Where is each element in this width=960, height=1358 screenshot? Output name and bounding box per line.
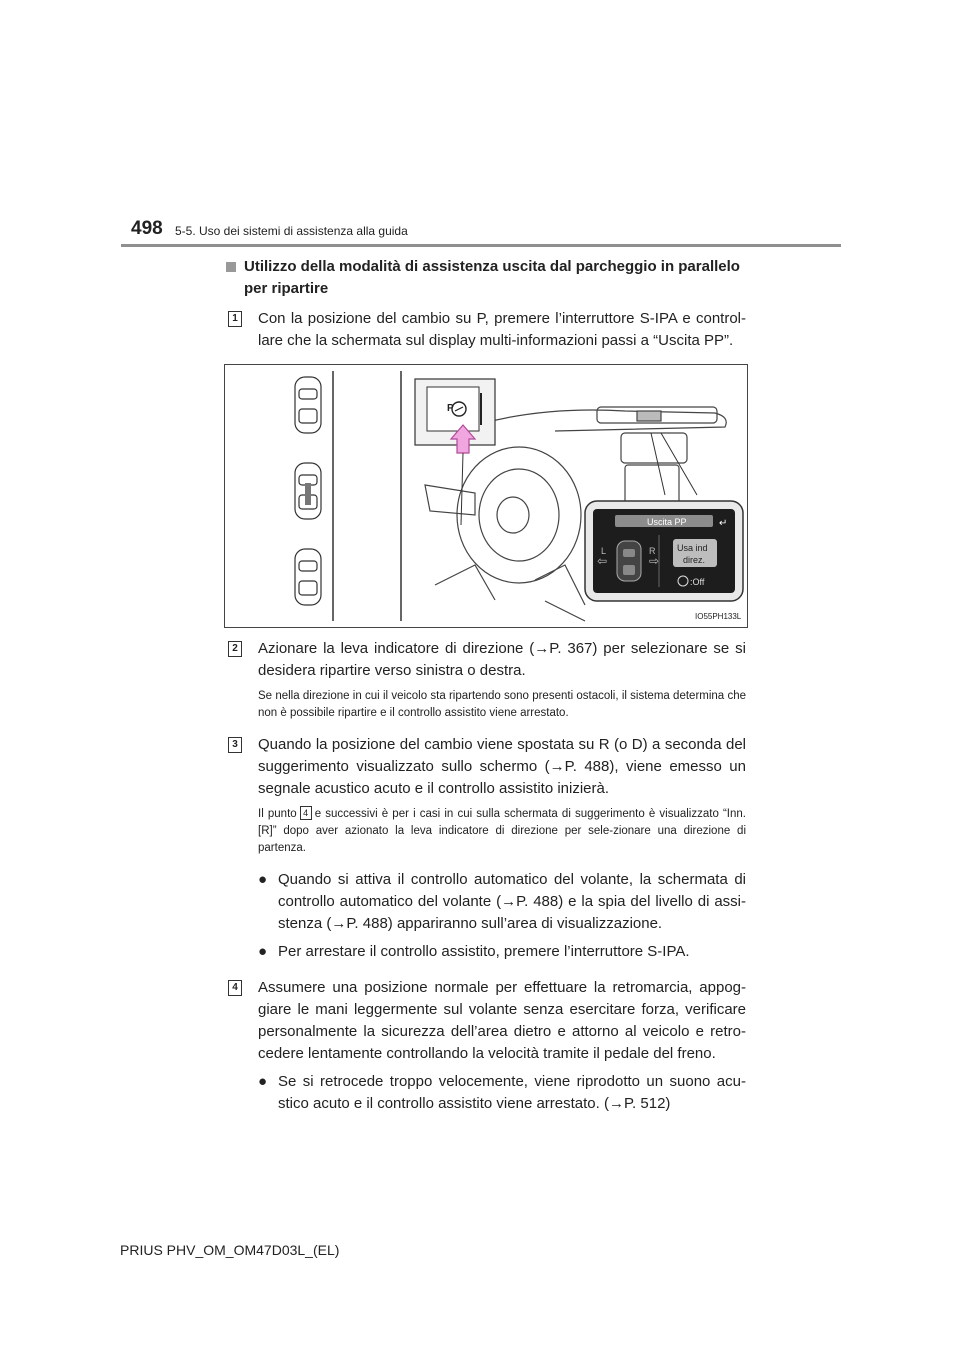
step-3-bullet-2-text: Per arrestare il controllo assistito, premere l’interruttore S-IPA. xyxy=(278,943,690,960)
section-heading xyxy=(224,256,746,300)
step-2-text: Azionare la leva indicatore di direzione (→P. 367) per selezionare se si desidera ripartire verso sinistra o destra. xyxy=(258,640,746,679)
back-icon: ↵ xyxy=(719,518,728,529)
figure-code: IO55PH133L xyxy=(695,612,742,621)
step-4-badge: 4 xyxy=(228,980,242,996)
switch-label: P xyxy=(447,403,454,414)
screen-title: Uscita PP xyxy=(647,517,687,527)
step-3-badge: 3 xyxy=(228,737,242,753)
screen-off-label: :Off xyxy=(690,577,705,587)
car-bottom-icon xyxy=(295,549,321,605)
screen-hint-line1: Usa ind xyxy=(677,543,708,553)
left-arrow-icon: ⇦ xyxy=(597,554,608,568)
step-1-text: Con la posizione del cambio su P, premere l’interruttore S-IPA e control-lare che la schermata sul display multi-informazioni passi a “Uscita PP”. xyxy=(258,310,746,349)
heading-square-icon xyxy=(226,262,236,272)
step-3-note-ref-badge: 4 xyxy=(300,806,312,820)
page-content xyxy=(224,256,746,1121)
step-3-bullet-2 xyxy=(224,941,746,963)
step-3-note-before: Il punto xyxy=(258,808,297,820)
step-1 xyxy=(224,308,746,352)
multi-info-display xyxy=(585,501,743,601)
step-3-text: Quando la posizione del cambio viene spostata su R (o D) a seconda del suggerimento visualizzato sullo schermo (→P. 488), viene emesso un segnale acustico acuto e il controllo assistito inizierà. xyxy=(258,736,746,797)
step-2 xyxy=(224,638,746,682)
bullet-dot-icon: ● xyxy=(258,1073,268,1090)
step-4-text: Assumere una posizione normale per effettuare la retromarcia, appog-giare le mani leggermente sul volante senza esercitare forza, verificare personalmente la sicurezza dell’area dietro e attorno al veicolo e retro-cedere lentamente controllando la velocità tramite il pedale del freno. xyxy=(258,979,746,1062)
step-2-note: Se nella direzione in cui il veicolo sta ripartendo sono presenti ostacoli, il sistema determina che non è possibile ripartire e il controllo assistito viene arrestato. xyxy=(258,690,746,719)
bullet-dot-icon: ● xyxy=(258,943,268,960)
header-rule xyxy=(121,244,841,247)
step-3-bullet-1 xyxy=(224,869,746,935)
footer-code: PRIUS PHV_OM_OM47D03L_(EL) xyxy=(120,1242,340,1258)
page-number: 498 xyxy=(131,218,163,239)
illustration-svg xyxy=(225,365,747,627)
step-4-bullet-1 xyxy=(224,1071,746,1115)
section-title: 5-5. Uso dei sistemi di assistenza alla guida xyxy=(175,224,408,238)
screen-hint-line2: direz. xyxy=(683,555,706,565)
step-3-note-after: e successivi è per i casi in cui sulla schermata di suggerimento è visualizzato “Inn. [R]” dopo aver azionato la leva indicatore di direzione per sele-zionare una direzione di partenza. xyxy=(258,808,746,854)
heading-text: Utilizzo della modalità di assistenza uscita dal parcheggio in parallelo per ripartire xyxy=(244,258,740,297)
step-2-badge: 2 xyxy=(228,641,242,657)
step-3 xyxy=(224,734,746,800)
step-3-note xyxy=(224,806,746,857)
illustration-figure xyxy=(224,364,748,628)
step-4 xyxy=(224,977,746,1065)
screen-left-label: L xyxy=(601,546,607,556)
step-3-bullet-1-text: Quando si attiva il controllo automatico del volante, la schermata di controllo automatico del volante (→P. 488) e la spia del livello di assi-stenza (→P. 488) appariranno sull’area di visualizzazione. xyxy=(278,871,746,932)
car-top-icon xyxy=(295,377,321,433)
step-1-badge: 1 xyxy=(228,311,242,327)
right-arrow-icon: ⇨ xyxy=(649,554,660,568)
car-middle-icon xyxy=(295,463,321,519)
screen-right-label: R xyxy=(649,546,656,556)
step-4-bullet-1-text: Se si retrocede troppo velocemente, viene riprodotto un suono acu-stico acuto e il controllo assistito viene arrestato. (→P. 512) xyxy=(278,1073,746,1112)
bullet-dot-icon: ● xyxy=(258,871,268,888)
